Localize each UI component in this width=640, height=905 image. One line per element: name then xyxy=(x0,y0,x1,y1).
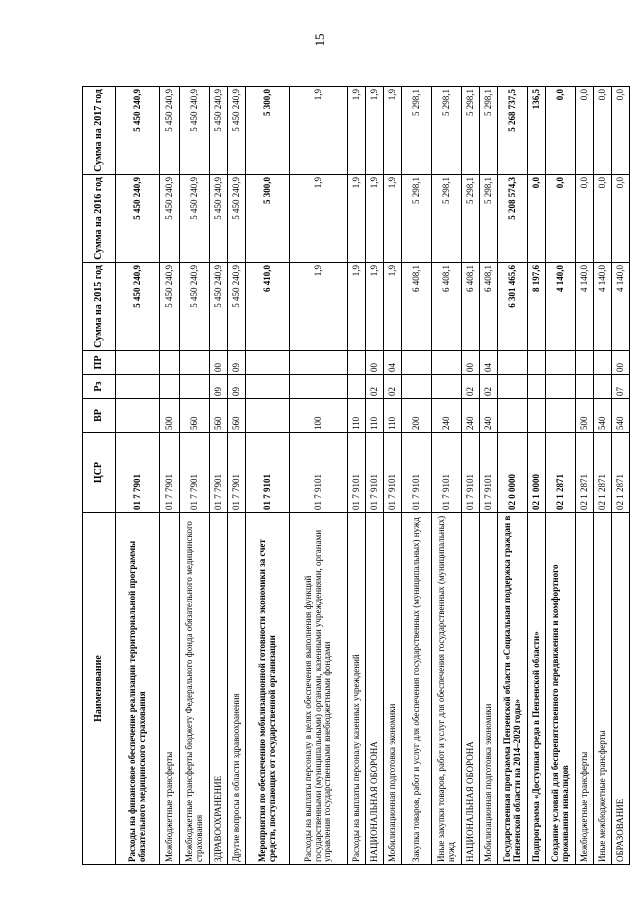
cell-vr: 240 xyxy=(480,399,498,433)
cell-rz xyxy=(290,375,348,399)
page-number: 15 xyxy=(312,33,327,47)
cell-sum-2015: 6 410,0 xyxy=(246,263,290,351)
cell-rz xyxy=(402,375,432,399)
cell-name: Мобилизационная подготовка экономики xyxy=(384,513,402,865)
cell-rz xyxy=(246,375,290,399)
cell-pr xyxy=(402,351,432,375)
table-row xyxy=(116,87,160,865)
cell-pr xyxy=(290,351,348,375)
table-row xyxy=(402,87,432,865)
cell-csr: 01 7 7901 xyxy=(160,433,180,513)
cell-pr xyxy=(160,351,180,375)
cell-name: Мероприятия по обеспечению мобилизационной готовности экономики за счет средств, поступающих от государственной организации xyxy=(246,513,290,865)
header-sum-2016: Сумма на 2016 год xyxy=(83,175,116,263)
header-vr: ВР xyxy=(83,399,116,433)
cell-name: Межбюджетные трансферты xyxy=(160,513,180,865)
table-row xyxy=(180,87,210,865)
cell-sum-2016: 5 450 240,9 xyxy=(228,175,246,263)
table-row xyxy=(160,87,180,865)
cell-sum-2015: 5 450 240,9 xyxy=(228,263,246,351)
cell-sum-2015: 4 140,0 xyxy=(594,263,612,351)
cell-sum-2016: 1,9 xyxy=(366,175,384,263)
header-rz: Рз xyxy=(83,375,116,399)
table-row xyxy=(594,87,612,865)
cell-csr: 01 7 7901 xyxy=(228,433,246,513)
cell-sum-2015: 1,9 xyxy=(290,263,348,351)
cell-sum-2016: 5 450 240,9 xyxy=(116,175,160,263)
cell-sum-2016: 0,0 xyxy=(528,175,546,263)
cell-csr: 02 1 2871 xyxy=(576,433,594,513)
cell-csr: 01 7 7901 xyxy=(116,433,160,513)
cell-vr: 200 xyxy=(402,399,432,433)
cell-sum-2017: 5 268 737,5 xyxy=(498,87,528,175)
cell-vr: 540 xyxy=(612,399,630,433)
cell-csr: 01 7 9101 xyxy=(290,433,348,513)
cell-sum-2015: 4 140,0 xyxy=(612,263,630,351)
cell-name: Межбюджетные трансферты xyxy=(576,513,594,865)
header-csr: ЦСР xyxy=(83,433,116,513)
cell-csr: 02 1 2871 xyxy=(612,433,630,513)
cell-vr: 560 xyxy=(210,399,228,433)
cell-csr: 02 0 0000 xyxy=(498,433,528,513)
cell-vr: 500 xyxy=(576,399,594,433)
table-row xyxy=(228,87,246,865)
cell-sum-2017: 0,0 xyxy=(576,87,594,175)
cell-name: НАЦИОНАЛЬНАЯ ОБОРОНА xyxy=(462,513,480,865)
cell-sum-2016: 0,0 xyxy=(594,175,612,263)
cell-sum-2016: 1,9 xyxy=(348,175,366,263)
cell-rz: 02 xyxy=(384,375,402,399)
cell-csr: 01 7 9101 xyxy=(402,433,432,513)
cell-sum-2016: 5 298,1 xyxy=(432,175,462,263)
cell-sum-2017: 136,5 xyxy=(528,87,546,175)
cell-vr: 500 xyxy=(160,399,180,433)
table-row xyxy=(432,87,462,865)
cell-pr: 04 xyxy=(384,351,402,375)
cell-pr: 00 xyxy=(366,351,384,375)
table-row xyxy=(576,87,594,865)
cell-name: Межбюджетные трансферты бюджету Федерального фонда обязательного медицинского страхования xyxy=(180,513,210,865)
cell-rz: 02 xyxy=(366,375,384,399)
cell-pr: 09 xyxy=(228,351,246,375)
cell-pr xyxy=(546,351,576,375)
cell-sum-2015: 1,9 xyxy=(384,263,402,351)
cell-csr: 01 7 9101 xyxy=(384,433,402,513)
cell-pr xyxy=(432,351,462,375)
cell-csr: 02 1 2871 xyxy=(594,433,612,513)
cell-rz: 09 xyxy=(210,375,228,399)
cell-csr: 01 7 7901 xyxy=(180,433,210,513)
cell-rz xyxy=(116,375,160,399)
cell-sum-2015: 5 450 240,9 xyxy=(210,263,228,351)
cell-name: Мобилизационная подготовка экономики xyxy=(480,513,498,865)
cell-sum-2017: 5 298,1 xyxy=(432,87,462,175)
cell-pr: 04 xyxy=(480,351,498,375)
cell-pr xyxy=(348,351,366,375)
cell-rz xyxy=(594,375,612,399)
cell-csr: 01 7 9101 xyxy=(432,433,462,513)
cell-sum-2017: 5 298,1 xyxy=(402,87,432,175)
table-body xyxy=(116,87,630,865)
cell-vr xyxy=(116,399,160,433)
cell-sum-2017: 5 450 240,9 xyxy=(228,87,246,175)
cell-vr xyxy=(546,399,576,433)
cell-name: Создание условий для беспрепятственного передвижения и комфортного проживания инвалидов xyxy=(546,513,576,865)
cell-sum-2016: 0,0 xyxy=(576,175,594,263)
cell-rz xyxy=(348,375,366,399)
cell-sum-2016: 5 450 240,9 xyxy=(160,175,180,263)
cell-sum-2016: 5 298,1 xyxy=(480,175,498,263)
cell-pr xyxy=(528,351,546,375)
cell-rz xyxy=(576,375,594,399)
cell-sum-2015: 6 301 465,6 xyxy=(498,263,528,351)
cell-vr: 240 xyxy=(432,399,462,433)
cell-sum-2015: 5 450 240,9 xyxy=(180,263,210,351)
table-row xyxy=(290,87,348,865)
cell-sum-2016: 0,0 xyxy=(546,175,576,263)
cell-sum-2017: 0,0 xyxy=(594,87,612,175)
cell-vr xyxy=(528,399,546,433)
table-row xyxy=(246,87,290,865)
cell-sum-2017: 0,0 xyxy=(612,87,630,175)
cell-name: ОБРАЗОВАНИЕ xyxy=(612,513,630,865)
header-sum-2017: Сумма на 2017 год xyxy=(83,87,116,175)
cell-sum-2016: 5 298,1 xyxy=(402,175,432,263)
cell-vr xyxy=(246,399,290,433)
cell-sum-2017: 1,9 xyxy=(384,87,402,175)
rotated-page xyxy=(80,0,625,905)
cell-pr: 00 xyxy=(612,351,630,375)
cell-vr: 540 xyxy=(594,399,612,433)
cell-pr xyxy=(498,351,528,375)
cell-vr: 240 xyxy=(462,399,480,433)
cell-name: Закупка товаров, работ и услуг для обеспечения государственных (муниципальных) нужд xyxy=(402,513,432,865)
cell-csr: 01 7 9101 xyxy=(462,433,480,513)
table-row xyxy=(546,87,576,865)
cell-sum-2016: 5 298,1 xyxy=(462,175,480,263)
cell-sum-2015: 8 197,6 xyxy=(528,263,546,351)
cell-vr xyxy=(498,399,528,433)
cell-rz: 07 xyxy=(612,375,630,399)
table-row xyxy=(348,87,366,865)
cell-pr xyxy=(180,351,210,375)
cell-vr: 110 xyxy=(384,399,402,433)
cell-sum-2015: 5 450 240,9 xyxy=(116,263,160,351)
cell-vr: 110 xyxy=(348,399,366,433)
cell-csr: 02 1 0000 xyxy=(528,433,546,513)
cell-csr: 01 7 7901 xyxy=(210,433,228,513)
cell-name: Иные закупки товаров, работ и услуг для обеспечения государственных (муниципальных) нужд xyxy=(432,513,462,865)
cell-sum-2017: 0,0 xyxy=(546,87,576,175)
cell-rz xyxy=(546,375,576,399)
table-row xyxy=(462,87,480,865)
cell-name: ЗДРАВООХРАНЕНИЕ xyxy=(210,513,228,865)
cell-vr: 100 xyxy=(290,399,348,433)
cell-rz: 02 xyxy=(462,375,480,399)
cell-sum-2015: 5 450 240,9 xyxy=(160,263,180,351)
cell-pr xyxy=(116,351,160,375)
cell-sum-2017: 1,9 xyxy=(348,87,366,175)
cell-sum-2015: 6 408,1 xyxy=(402,263,432,351)
cell-sum-2015: 4 140,0 xyxy=(576,263,594,351)
cell-name: Подпрограмма «Доступная среда в Пензенской области» xyxy=(528,513,546,865)
cell-sum-2015: 1,9 xyxy=(348,263,366,351)
table-header-row xyxy=(83,87,116,865)
cell-pr xyxy=(594,351,612,375)
cell-sum-2017: 5 300,0 xyxy=(246,87,290,175)
cell-vr: 560 xyxy=(228,399,246,433)
cell-sum-2015: 6 408,1 xyxy=(462,263,480,351)
table-row xyxy=(210,87,228,865)
cell-csr: 02 1 2871 xyxy=(546,433,576,513)
cell-sum-2017: 5 450 240,9 xyxy=(116,87,160,175)
cell-csr: 01 7 9101 xyxy=(246,433,290,513)
header-name: Наименование xyxy=(83,513,116,865)
cell-name: Расходы на выплаты персоналу в целях обеспечения выполнения функций государственными (муниципальными) органами, казенными учреждениями, органами управления государственными внебюджетными фондами xyxy=(290,513,348,865)
budget-table xyxy=(82,86,630,865)
cell-pr xyxy=(246,351,290,375)
cell-name: Другие вопросы в области здравоохранения xyxy=(228,513,246,865)
cell-sum-2017: 5 298,1 xyxy=(462,87,480,175)
cell-rz xyxy=(160,375,180,399)
cell-vr: 110 xyxy=(366,399,384,433)
cell-rz xyxy=(498,375,528,399)
cell-sum-2015: 6 408,1 xyxy=(432,263,462,351)
cell-sum-2016: 5 208 574,3 xyxy=(498,175,528,263)
cell-pr xyxy=(576,351,594,375)
cell-sum-2017: 5 450 240,9 xyxy=(160,87,180,175)
cell-rz: 09 xyxy=(228,375,246,399)
cell-name: Иные межбюджетные трансферты xyxy=(594,513,612,865)
cell-csr: 01 7 9101 xyxy=(366,433,384,513)
header-pr: ПР xyxy=(83,351,116,375)
cell-rz xyxy=(432,375,462,399)
cell-sum-2015: 6 408,1 xyxy=(480,263,498,351)
cell-sum-2017: 5 450 240,9 xyxy=(180,87,210,175)
cell-sum-2016: 5 450 240,9 xyxy=(210,175,228,263)
table-row xyxy=(528,87,546,865)
cell-sum-2015: 4 140,0 xyxy=(546,263,576,351)
cell-sum-2016: 0,0 xyxy=(612,175,630,263)
cell-pr: 00 xyxy=(210,351,228,375)
cell-name: НАЦИОНАЛЬНАЯ ОБОРОНА xyxy=(366,513,384,865)
table-row xyxy=(612,87,630,865)
cell-sum-2017: 5 298,1 xyxy=(480,87,498,175)
cell-rz xyxy=(180,375,210,399)
table-row xyxy=(480,87,498,865)
table-row xyxy=(384,87,402,865)
cell-sum-2016: 5 450 240,9 xyxy=(180,175,210,263)
header-sum-2015: Сумма на 2015 год xyxy=(83,263,116,351)
cell-vr: 560 xyxy=(180,399,210,433)
cell-csr: 01 7 9101 xyxy=(348,433,366,513)
cell-csr: 01 7 9101 xyxy=(480,433,498,513)
cell-sum-2016: 1,9 xyxy=(290,175,348,263)
cell-rz: 02 xyxy=(480,375,498,399)
cell-rz xyxy=(528,375,546,399)
cell-name: Расходы на выплаты персоналу казенных учреждений xyxy=(348,513,366,865)
cell-name: Расходы на финансовое обеспечение реализации территориальной программы обязательного медицинского страхования xyxy=(116,513,160,865)
cell-pr: 00 xyxy=(462,351,480,375)
cell-name: Государственная программа Пензенской области «Социальная поддержка граждан в Пензенской области на 2014–2020 годы» xyxy=(498,513,528,865)
cell-sum-2015: 1,9 xyxy=(366,263,384,351)
cell-sum-2016: 5 300,0 xyxy=(246,175,290,263)
table-row xyxy=(366,87,384,865)
cell-sum-2017: 1,9 xyxy=(366,87,384,175)
cell-sum-2016: 1,9 xyxy=(384,175,402,263)
cell-sum-2017: 5 450 240,9 xyxy=(210,87,228,175)
table-row xyxy=(498,87,528,865)
cell-sum-2017: 1,9 xyxy=(290,87,348,175)
